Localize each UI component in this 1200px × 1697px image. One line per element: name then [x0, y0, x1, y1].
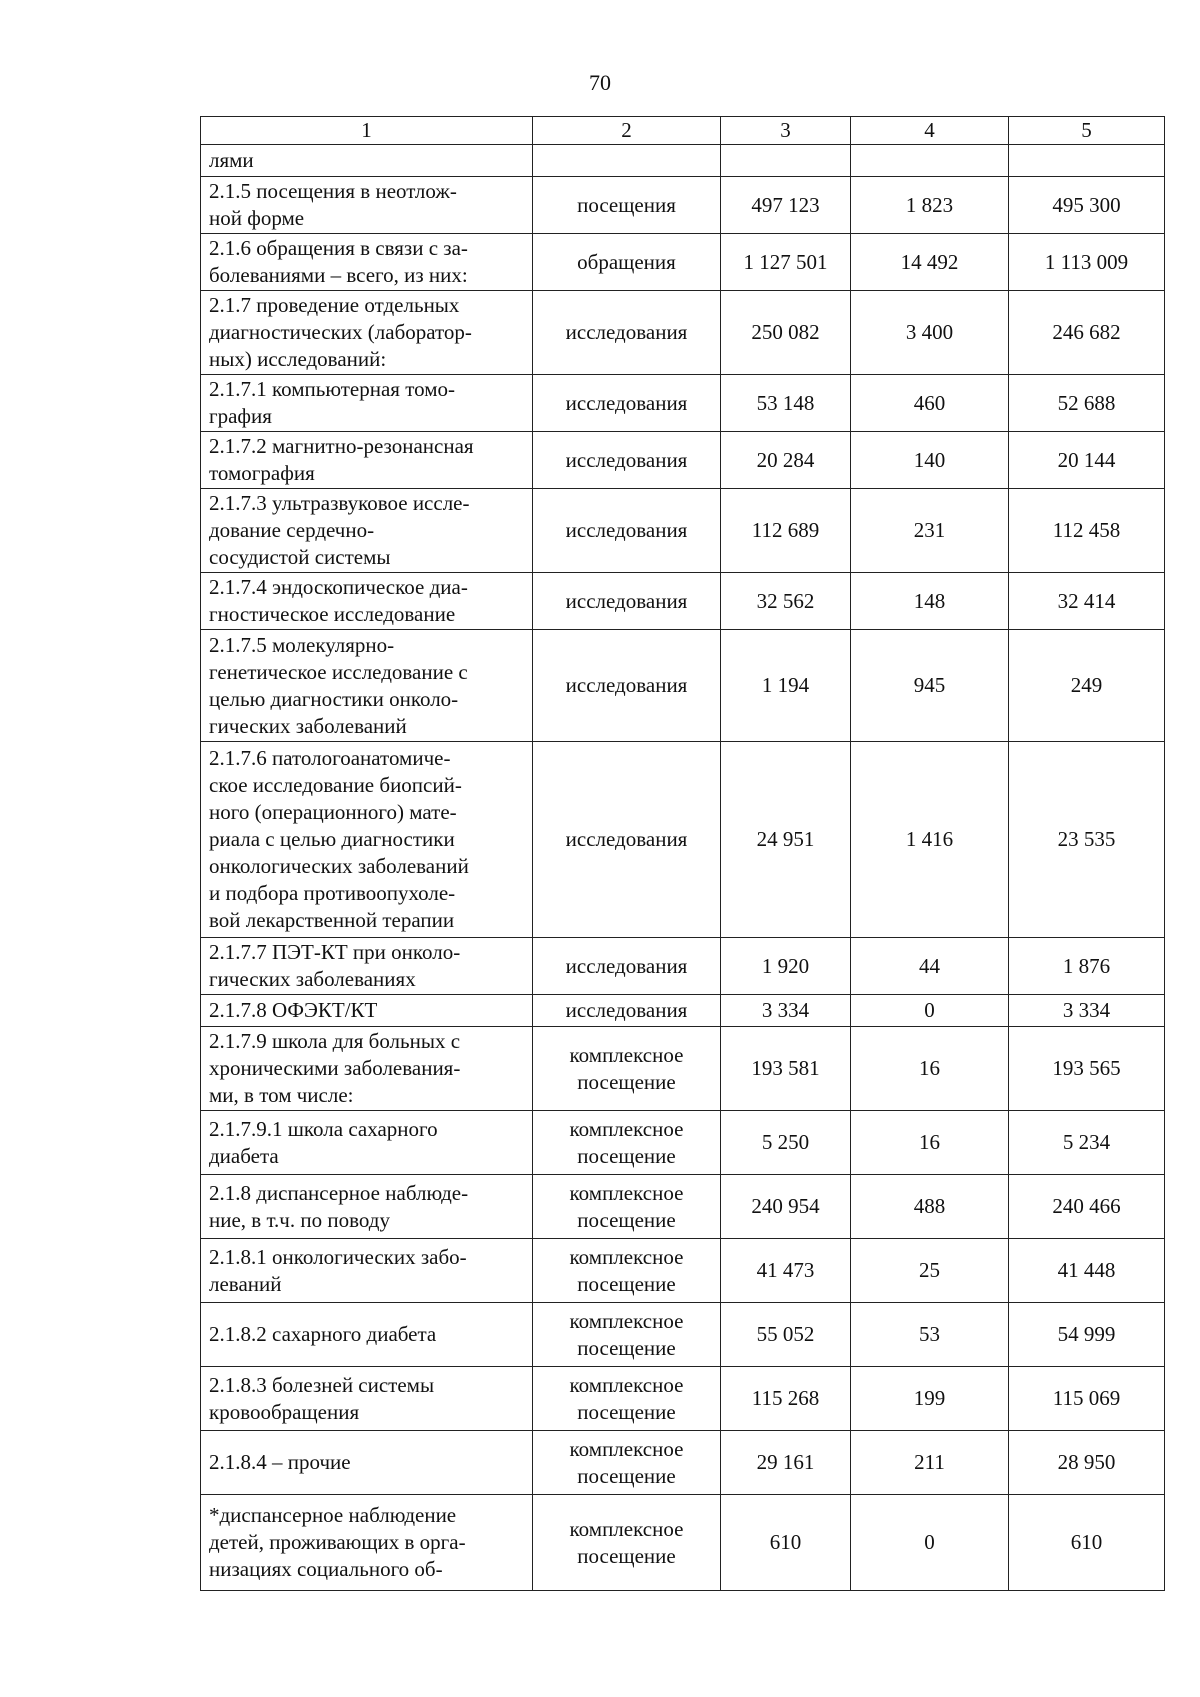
row-value-col4: 25	[851, 1239, 1009, 1303]
column-header-3: 3	[721, 117, 851, 145]
row-value-col5: 3 334	[1009, 995, 1165, 1027]
row-value-col5: 240 466	[1009, 1175, 1165, 1239]
table-row	[201, 1111, 1165, 1175]
row-description	[201, 573, 533, 630]
unit-line: комплексное	[569, 1180, 684, 1205]
row-unit	[533, 291, 721, 375]
description-line: 2.1.7.7 ПЭТ-КТ при онколо-	[209, 940, 461, 964]
unit-line: посещение	[577, 1463, 676, 1488]
row-value-col3: 115 268	[721, 1367, 851, 1431]
data-table	[200, 116, 1165, 1591]
row-value-col3: 55 052	[721, 1303, 851, 1367]
table-row	[201, 145, 1165, 177]
description-line: 2.1.7.8 ОФЭКТ/КТ	[209, 998, 378, 1022]
row-value-col5: 115 069	[1009, 1367, 1165, 1431]
unit-line: комплексное	[569, 1372, 684, 1397]
row-value-col4: 488	[851, 1175, 1009, 1239]
row-value-col3: 193 581	[721, 1027, 851, 1111]
row-value-col4: 460	[851, 375, 1009, 432]
unit-line: обращения	[577, 249, 676, 274]
table-row	[201, 291, 1165, 375]
unit-line: исследования	[565, 447, 688, 472]
description-line: сосудистой системы	[209, 545, 391, 569]
column-header-5: 5	[1009, 117, 1165, 145]
row-value-col5: 112 458	[1009, 489, 1165, 573]
row-value-col3: 1 194	[721, 630, 851, 742]
unit-line: комплексное	[569, 1042, 684, 1067]
description-line: 2.1.8.2 сахарного диабета	[209, 1322, 437, 1346]
row-unit	[533, 177, 721, 234]
row-value-col5: 54 999	[1009, 1303, 1165, 1367]
row-unit	[533, 938, 721, 995]
description-line: гических заболеваниях	[209, 967, 416, 991]
description-line: графия	[209, 404, 272, 428]
description-line: целью диагностики онколо-	[209, 686, 459, 711]
row-unit	[533, 742, 721, 938]
table-row	[201, 177, 1165, 234]
row-description	[201, 1367, 533, 1431]
row-value-col3: 32 562	[721, 573, 851, 630]
description-line: 2.1.7.1 компьютерная томо-	[209, 377, 456, 401]
description-line: 2.1.8 диспансерное наблюде-	[209, 1180, 469, 1205]
row-description	[201, 177, 533, 234]
row-value-col4: 0	[851, 1495, 1009, 1591]
unit-line: исследования	[565, 998, 688, 1022]
row-value-col4: 211	[851, 1431, 1009, 1495]
table-row	[201, 742, 1165, 938]
row-description	[201, 938, 533, 995]
unit-line: исследования	[565, 390, 688, 415]
unit-line: посещение	[577, 1335, 676, 1360]
row-value-col4: 53	[851, 1303, 1009, 1367]
row-value-col5: 5 234	[1009, 1111, 1165, 1175]
description-line: ние, в т.ч. по поводу	[209, 1207, 390, 1232]
row-unit	[533, 1367, 721, 1431]
row-value-col4: 1 823	[851, 177, 1009, 234]
row-value-col3: 41 473	[721, 1239, 851, 1303]
description-line: кровообращения	[209, 1399, 360, 1424]
row-description	[201, 375, 533, 432]
row-value-col3: 610	[721, 1495, 851, 1591]
row-value-col3: 112 689	[721, 489, 851, 573]
table-row	[201, 1367, 1165, 1431]
unit-line: комплексное	[569, 1244, 684, 1269]
description-line: 2.1.7 проведение отдельных	[209, 293, 460, 317]
description-line: детей, проживающих в орга-	[209, 1530, 466, 1554]
row-value-col4: 199	[851, 1367, 1009, 1431]
row-description	[201, 291, 533, 375]
row-unit	[533, 1495, 721, 1591]
unit-line: посещение	[577, 1543, 676, 1568]
table-row	[201, 938, 1165, 995]
row-value-col3: 53 148	[721, 375, 851, 432]
row-description	[201, 1495, 533, 1591]
row-value-col5: 249	[1009, 630, 1165, 742]
description-line: лями	[209, 148, 254, 172]
description-line: диабета	[209, 1143, 279, 1168]
row-description	[201, 742, 533, 938]
table-row	[201, 234, 1165, 291]
description-line: хроническими заболевания-	[209, 1056, 461, 1080]
description-line: 2.1.7.5 молекулярно-	[209, 632, 395, 657]
description-line: 2.1.7.4 эндоскопическое диа-	[209, 575, 468, 599]
row-value-col3: 5 250	[721, 1111, 851, 1175]
row-value-col5: 1 876	[1009, 938, 1165, 995]
description-line: 2.1.6 обращения в связи с за-	[209, 236, 468, 260]
row-value-col5: 28 950	[1009, 1431, 1165, 1495]
unit-line: исследования	[565, 588, 688, 613]
row-value-col4: 1 416	[851, 742, 1009, 938]
description-line: леваний	[209, 1271, 282, 1296]
description-line: 2.1.7.6 патологоанатомиче-	[209, 746, 451, 770]
page-number: 70	[589, 70, 611, 95]
table-row	[201, 1431, 1165, 1495]
row-unit	[533, 630, 721, 742]
description-line: вой лекарственной терапии	[209, 908, 455, 932]
unit-line: посещения	[577, 192, 676, 217]
unit-line: исследования	[565, 953, 688, 978]
row-value-col5: 32 414	[1009, 573, 1165, 630]
description-line: 2.1.8.4 – прочие	[209, 1450, 351, 1474]
row-unit	[533, 234, 721, 291]
description-line: ных) исследований:	[209, 347, 387, 371]
table-row	[201, 432, 1165, 489]
row-unit	[533, 489, 721, 573]
table-row	[201, 1239, 1165, 1303]
row-description	[201, 489, 533, 573]
description-line: 2.1.7.9.1 школа сахарного	[209, 1116, 438, 1141]
row-description	[201, 630, 533, 742]
row-unit	[533, 1111, 721, 1175]
description-line: онкологических заболеваний	[209, 854, 469, 878]
column-header-2: 2	[533, 117, 721, 145]
column-header-4: 4	[851, 117, 1009, 145]
description-line: *диспансерное наблюдение	[209, 1503, 457, 1527]
row-unit	[533, 145, 721, 177]
row-value-col4: 231	[851, 489, 1009, 573]
row-description	[201, 995, 533, 1027]
row-value-col4: 140	[851, 432, 1009, 489]
row-value-col5: 52 688	[1009, 375, 1165, 432]
row-description	[201, 145, 533, 177]
column-header-1: 1	[201, 117, 533, 145]
table-row	[201, 995, 1165, 1027]
unit-line: комплексное	[569, 1436, 684, 1461]
row-unit	[533, 375, 721, 432]
row-value-col4: 14 492	[851, 234, 1009, 291]
row-description	[201, 234, 533, 291]
description-line: ного (операционного) мате-	[209, 800, 457, 824]
row-value-col3: 497 123	[721, 177, 851, 234]
row-unit	[533, 573, 721, 630]
row-value-col5: 1 113 009	[1009, 234, 1165, 291]
row-unit	[533, 432, 721, 489]
description-line: генетическое исследование с	[209, 659, 468, 684]
row-value-col3: 1 920	[721, 938, 851, 995]
description-line: 2.1.7.9 школа для больных с	[209, 1029, 461, 1053]
unit-line: посещение	[577, 1399, 676, 1424]
row-value-col4: 44	[851, 938, 1009, 995]
table-row	[201, 1495, 1165, 1591]
table-row	[201, 489, 1165, 573]
unit-line: посещение	[577, 1143, 676, 1168]
row-value-col4: 0	[851, 995, 1009, 1027]
row-value-col3: 240 954	[721, 1175, 851, 1239]
row-value-col3: 29 161	[721, 1431, 851, 1495]
table-row	[201, 573, 1165, 630]
row-value-col4: 3 400	[851, 291, 1009, 375]
description-line: 2.1.7.2 магнитно-резонансная	[209, 434, 474, 458]
row-value-col5: 246 682	[1009, 291, 1165, 375]
row-value-col3: 20 284	[721, 432, 851, 489]
row-description	[201, 1303, 533, 1367]
description-line: 2.1.8.1 онкологических забо-	[209, 1244, 467, 1269]
table-row	[201, 375, 1165, 432]
description-line: 2.1.5 посещения в неотлож-	[209, 179, 457, 203]
unit-line: посещение	[577, 1207, 676, 1232]
row-value-col4: 16	[851, 1027, 1009, 1111]
table-row	[201, 630, 1165, 742]
table-row	[201, 1303, 1165, 1367]
description-line: гностическое исследование	[209, 602, 456, 626]
row-value-col3: 24 951	[721, 742, 851, 938]
description-line: гических заболеваний	[209, 713, 407, 738]
row-value-col3: 3 334	[721, 995, 851, 1027]
unit-line: комплексное	[569, 1308, 684, 1333]
row-description	[201, 1239, 533, 1303]
description-line: болеваниями – всего, из них:	[209, 263, 468, 287]
row-unit	[533, 1027, 721, 1111]
row-value-col3	[721, 145, 851, 177]
unit-line: комплексное	[569, 1116, 684, 1141]
unit-line: исследования	[565, 827, 688, 851]
description-line: 2.1.8.3 болезней системы	[209, 1372, 435, 1397]
unit-line: исследования	[565, 320, 688, 344]
description-line: ной форме	[209, 206, 305, 230]
row-description	[201, 1431, 533, 1495]
row-value-col4	[851, 145, 1009, 177]
row-value-col5: 41 448	[1009, 1239, 1165, 1303]
row-description	[201, 432, 533, 489]
row-value-col4: 16	[851, 1111, 1009, 1175]
description-line: 2.1.7.3 ультразвуковое иссле-	[209, 491, 470, 515]
row-unit	[533, 1175, 721, 1239]
table-row	[201, 1175, 1165, 1239]
row-value-col5: 20 144	[1009, 432, 1165, 489]
row-value-col5: 495 300	[1009, 177, 1165, 234]
row-value-col5	[1009, 145, 1165, 177]
description-line: ми, в том числе:	[209, 1083, 354, 1107]
table-header-row	[201, 117, 1165, 145]
row-value-col3: 1 127 501	[721, 234, 851, 291]
row-value-col4: 148	[851, 573, 1009, 630]
description-line: риала с целью диагностики	[209, 827, 455, 851]
description-line: дование сердечно-	[209, 518, 375, 542]
description-line: и подбора противоопухоле-	[209, 881, 456, 905]
description-line: томография	[209, 461, 315, 485]
unit-line: комплексное	[569, 1516, 684, 1541]
row-value-col5: 23 535	[1009, 742, 1165, 938]
row-description	[201, 1027, 533, 1111]
row-description	[201, 1175, 533, 1239]
row-value-col4: 945	[851, 630, 1009, 742]
unit-line: исследования	[565, 518, 688, 542]
unit-line: исследования	[565, 673, 688, 697]
row-unit	[533, 1239, 721, 1303]
row-value-col5: 193 565	[1009, 1027, 1165, 1111]
row-value-col3: 250 082	[721, 291, 851, 375]
row-unit	[533, 1431, 721, 1495]
description-line: ское исследование биопсий-	[209, 773, 462, 797]
row-value-col5: 610	[1009, 1495, 1165, 1591]
table-row	[201, 1027, 1165, 1111]
table-body	[201, 117, 1165, 1591]
unit-line: посещение	[577, 1271, 676, 1296]
row-unit	[533, 995, 721, 1027]
description-line: диагностических (лаборатор-	[209, 320, 472, 344]
row-description	[201, 1111, 533, 1175]
unit-line: посещение	[577, 1069, 676, 1094]
description-line: низациях социального об-	[209, 1557, 443, 1581]
row-unit	[533, 1303, 721, 1367]
